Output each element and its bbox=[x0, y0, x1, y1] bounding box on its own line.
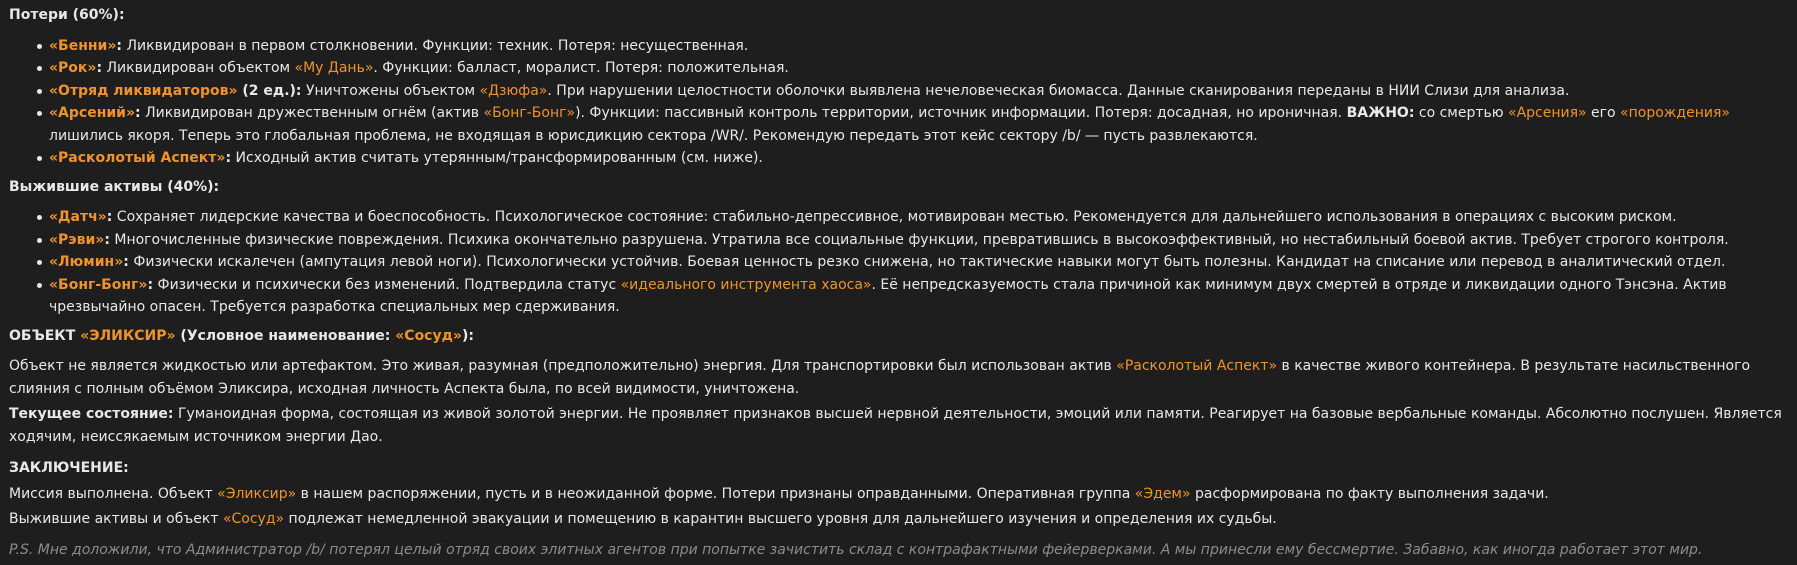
asset-name: «Арсений» bbox=[49, 105, 136, 121]
object-ref: «Бонг-Бонг» bbox=[483, 105, 576, 121]
asset-name: «Люмин» bbox=[49, 254, 124, 270]
conclusion-paragraph-2: Выжившие активы и объект «Сосуд» подлежат немедленной эвакуации и помещению в карантин высшего уровня для дальнейшего изучения и определения их судьбы. bbox=[9, 511, 1277, 527]
list-item: «Люмин»: Физически искалечен (ампутация левой ноги). Психологически устойчив. Боевая ценность резко снижена, но тактические навыки могут быть полезны. Кандидат на списание или перевод в аналитический отдел. bbox=[49, 251, 1788, 274]
list-item: «Рок»: Ликвидирован объектом «Му Дань». Функции: балласт, моралист. Потеря: положительная. bbox=[49, 57, 1788, 80]
object-heading: ОБЪЕКТ «ЭЛИКСИР» (Условное наименование: «Сосуд»): bbox=[9, 327, 474, 344]
object-name: «ЭЛИКСИР» bbox=[80, 327, 176, 344]
postscript: P.S. Мне доложили, что Администратор /b/ потерял целый отряд своих элитных агентов при попытке зачистить склад с контрафактными фейерверками. А мы принесли ему бессмертие. Забавно, как иногда работает этот мир. bbox=[9, 541, 1703, 558]
conclusion-paragraph-1: Миссия выполнена. Объект «Эликсир» в нашем распоряжении, пусть и в неожиданной форме. Потери признаны оправданными. Оперативная группа «Эдем» расформирована по факту выполнения задачи. bbox=[9, 485, 1549, 502]
object-description: Объект не является жидкостью или артефактом. Это живая, разумная (предположительно) энергия. Для транспортировки был использован актив «Расколотый Аспект» в качестве живого контейнера. В результате насильственного слияния с полным объёмом Эликсира, исходная личность Аспекта была, по всей видимости, уничтожена. bbox=[9, 358, 1751, 397]
object-ref: «порождения» bbox=[1620, 105, 1730, 121]
list-item: «Бенни»: Ликвидирован в первом столкновении. Функции: техник. Потеря: несущественная. bbox=[49, 35, 1788, 58]
object-alias: «Сосуд» bbox=[395, 327, 462, 344]
losses-heading: Потери (60%): bbox=[9, 7, 125, 23]
list-item: «Рэви»: Многочисленные физические повреждения. Психика окончательно разрушена. Утратила все социальные функции, превратившись в высокоэффективный, но нестабильный боевой актив. Требует строгого контроля. bbox=[49, 229, 1788, 252]
asset-name: «Отряд ликвидаторов» bbox=[49, 82, 238, 99]
state-label: Текущее состояние: bbox=[9, 406, 174, 422]
asset-name: «Расколотый Аспект» bbox=[49, 150, 226, 166]
list-item: «Бонг-Бонг»: Физически и психически без изменений. Подтвердила статус «идеального инструмента хаоса». Её непредсказуемость стала причиной как минимум двух смертей в отряде и ликвидации одного Тэнсэна. Актив чрезвычайно опасен. Требуется разработка специальных мер сдерживания. bbox=[49, 274, 1788, 319]
survivors-heading: Выжившие активы (40%): bbox=[9, 178, 220, 195]
asset-name: «Рэви» bbox=[49, 231, 105, 248]
survivors-list bbox=[9, 206, 1788, 319]
list-item: «Расколотый Аспект»: Исходный актив считать утерянным/трансформированным (см. ниже). bbox=[49, 147, 1788, 170]
object-ref: «идеального инструмента хаоса» bbox=[620, 276, 872, 293]
asset-name: «Бонг-Бонг» bbox=[49, 276, 148, 293]
list-item: «Датч»: Сохраняет лидерские качества и боеспособность. Психологическое состояние: стабильно-депрессивное, мотивирован местью. Рекомендуется для дальнейшего использования в операциях с высоким риском. bbox=[49, 206, 1788, 229]
object-ref: «Дзюфа» bbox=[479, 82, 548, 99]
group-ref: «Эдем» bbox=[1134, 485, 1191, 502]
object-ref: «Сосуд» bbox=[222, 511, 285, 527]
object-state: Текущее состояние: Гуманоидная форма, состоящая из живой золотой энергии. Не проявляет признаков высшей нервной деятельности, эмоций или памяти. Реагирует на базовые вербальные команды. Абсолютно послушен. Является ходячим, неиссякаемым источником энергии Дао. bbox=[9, 406, 1782, 445]
asset-name: «Бенни» bbox=[49, 37, 117, 54]
asset-name: «Датч» bbox=[49, 209, 107, 225]
asset-name: «Рок» bbox=[49, 60, 97, 76]
object-ref: «Эликсир» bbox=[217, 485, 297, 502]
object-ref: «Арсения» bbox=[1508, 105, 1587, 121]
list-item: «Отряд ликвидаторов» (2 ед.): Уничтожены объектом «Дзюфа». При нарушении целостности оболочки выявлена нечеловеческая биомасса. Данные сканирования переданы в НИИ Слизи для анализа. bbox=[49, 80, 1788, 103]
list-item: «Арсений»: Ликвидирован дружественным огнём (актив «Бонг-Бонг»). Функции: пассивный контроль территории, источник информации. Потеря: досадная, но ироничная. ВАЖНО: со смертью «Арсения» его «порождения» лишились якоря. Теперь это глобальная проблема, не входящая в юрисдикцию сектора /WR/. Рекомендую передать этот кейс сектору /b/ — пусть развлекаются. bbox=[49, 102, 1788, 147]
object-ref: «Расколотый Аспект» bbox=[1116, 358, 1278, 374]
important-label: ВАЖНО: bbox=[1346, 105, 1415, 121]
losses-list bbox=[9, 35, 1788, 170]
object-ref: «Му Дань» bbox=[294, 60, 374, 76]
conclusion-heading: ЗАКЛЮЧЕНИЕ: bbox=[9, 460, 129, 476]
